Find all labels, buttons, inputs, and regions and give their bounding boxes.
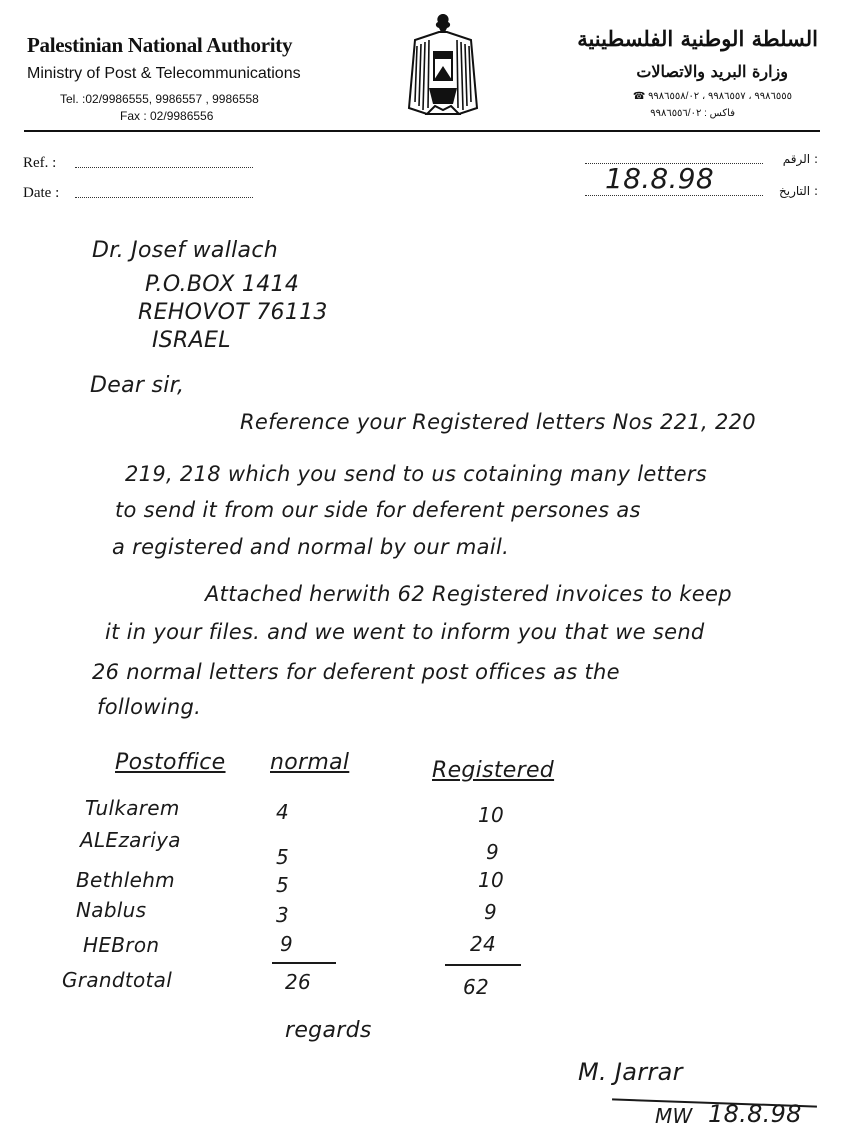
telephone-en: Tel. :02/9986555, 9986557 , 9986558 [60, 92, 259, 106]
signature-date: 18.8.98 [708, 1100, 802, 1128]
address-line: Dr. Josef wallach [92, 238, 278, 263]
table-row-registered: 9 [484, 900, 498, 924]
signature-initials: MW [655, 1104, 693, 1128]
grand-total-registered: 62 [463, 975, 490, 999]
table-row-office: Nablus [76, 898, 147, 922]
grand-total-normal: 26 [285, 970, 312, 994]
table-row-office: ALEzariya [80, 828, 181, 852]
body-line: to send it from our side for deferent persones as [115, 498, 641, 522]
table-row-registered: 10 [478, 868, 505, 892]
table-row-registered: 24 [470, 932, 497, 956]
telephone-ar: ☎ ٩٩٨٦٥٥٥ ، ٩٩٨٦٥٥٧ ، ٩٩٨٦٥٥٨/٠٢ [632, 91, 792, 102]
address-line: ISRAEL [152, 328, 231, 353]
date-label: Date : [23, 185, 60, 201]
table-row-normal: 5 [276, 845, 290, 869]
salutation: Dear sir, [90, 373, 185, 398]
table-row-registered: 9 [486, 840, 500, 864]
body-line: Attached herwith 62 Registered invoices to keep [205, 582, 732, 606]
org-name-ar: السلطة الوطنية الفلسطينية [577, 26, 818, 51]
body-line: 219, 218 which you send to us cotaining many letters [125, 462, 708, 486]
ar-date-label: : التاريخ [778, 184, 818, 198]
letter-date: 18.8.98 [605, 162, 714, 195]
body-line: 26 normal letters for deferent post offices as the [92, 660, 620, 684]
org-name-en: Palestinian National Authority [27, 33, 293, 57]
address-line: P.O.BOX 1414 [145, 272, 300, 297]
fax-ar: فاكس : ٩٩٨٦٥٥٦/٠٢ [650, 108, 735, 119]
total-rule-normal [272, 962, 336, 964]
ministry-name-en: Ministry of Post & Telecommunications [27, 65, 301, 82]
table-row-office: Tulkarem [85, 796, 180, 820]
header-divider [24, 130, 820, 132]
table-row-normal: 4 [276, 800, 290, 824]
col-header-registered: Registered [432, 758, 555, 783]
fax-en: Fax : 02/9986556 [120, 109, 214, 123]
grand-total-label: Grandtotal [62, 968, 173, 992]
ministry-name-ar: وزارة البريد والاتصالات [636, 62, 788, 81]
eagle-emblem-icon [405, 10, 481, 122]
table-row-normal: 9 [280, 932, 294, 956]
total-rule-registered [445, 964, 521, 966]
table-row-registered: 10 [478, 803, 505, 827]
signature: M. Jarrar [578, 1058, 683, 1086]
ar-ref-label: : الرقم [782, 152, 818, 166]
table-row-office: Bethlehm [76, 868, 175, 892]
ref-label: Ref. : [23, 155, 57, 171]
body-line: it in your files. and we went to inform you that we send [105, 620, 705, 644]
col-header-normal: normal [270, 750, 350, 775]
body-line: Reference your Registered letters Nos 221, 220 [240, 410, 756, 434]
date-line [75, 196, 253, 198]
body-line: following. [97, 695, 202, 719]
body-line: a registered and normal by our mail. [112, 535, 510, 559]
closing: regards [285, 1018, 372, 1043]
col-header-postoffice: Postoffice [115, 750, 226, 775]
table-row-normal: 5 [276, 873, 290, 897]
ref-line [75, 166, 253, 168]
table-row-normal: 3 [276, 903, 290, 927]
table-row-office: HEBron [83, 933, 160, 957]
address-line: REHOVOT 76113 [138, 300, 328, 325]
